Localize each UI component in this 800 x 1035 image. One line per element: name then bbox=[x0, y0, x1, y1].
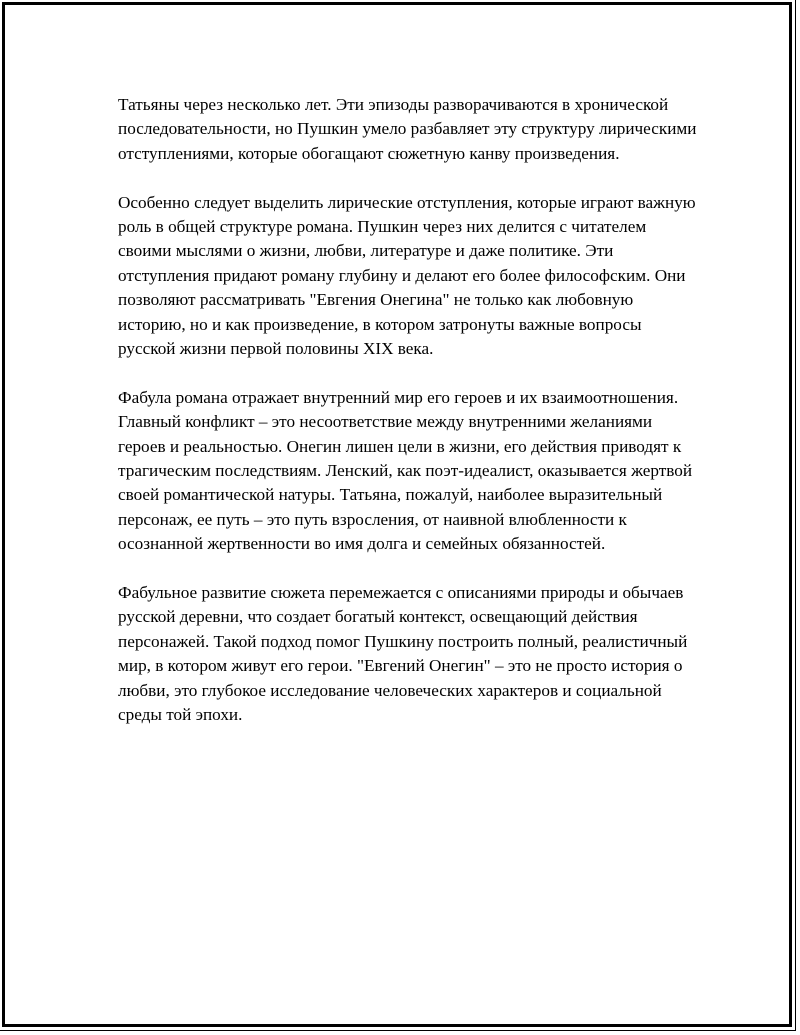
document-body bbox=[118, 93, 698, 752]
paragraph: Фабульное развитие сюжета перемежается с описаниями природы и обычаев русской деревни, что создает богатый контекст, освещающий действия персонажей. Такой подход помог Пушкину построить полный, реалистичный мир, в котором живут его герои. "Евгений Онегин" – это не просто история о любви, это глубокое исследование человеческих характеров и социальной среды той эпохи. bbox=[118, 583, 688, 725]
paragraph: Особенно следует выделить лирические отступления, которые играют важную роль в общей структуре романа. Пушкин через них делится с читателем своими мыслями о жизни, любви, литературе и даже политике. Эти отступления придают роману глубину и делают его более философским. Они позволяют рассматривать "Евгения Онегина" не только как любовную историю, но и как произведение, в котором затронуты важные вопросы русской жизни первой половины XIX века. bbox=[118, 192, 696, 359]
paragraph: Татьяны через несколько лет. Эти эпизоды разворачиваются в хронической последовательности, но Пушкин умело разбавляет эту структуру лирическими отступлениями, которые обогащают сюжетную канву произведения. bbox=[118, 95, 697, 163]
paragraph: Фабула романа отражает внутренний мир его героев и их взаимоотношения. Главный конфликт – это несоответствие между внутренними желаниями героев и реальностью. Онегин лишен цели в жизни, его действия приводят к трагическим последствиям. Ленский, как поэт-идеалист, оказывается жертвой своей романтической натуры. Татьяна, пожалуй, наиболее выразительный персонаж, ее путь – это путь взросления, от наивной влюбленности к осознанной жертвенности во имя долга и семейных обязанностей. bbox=[118, 387, 693, 554]
